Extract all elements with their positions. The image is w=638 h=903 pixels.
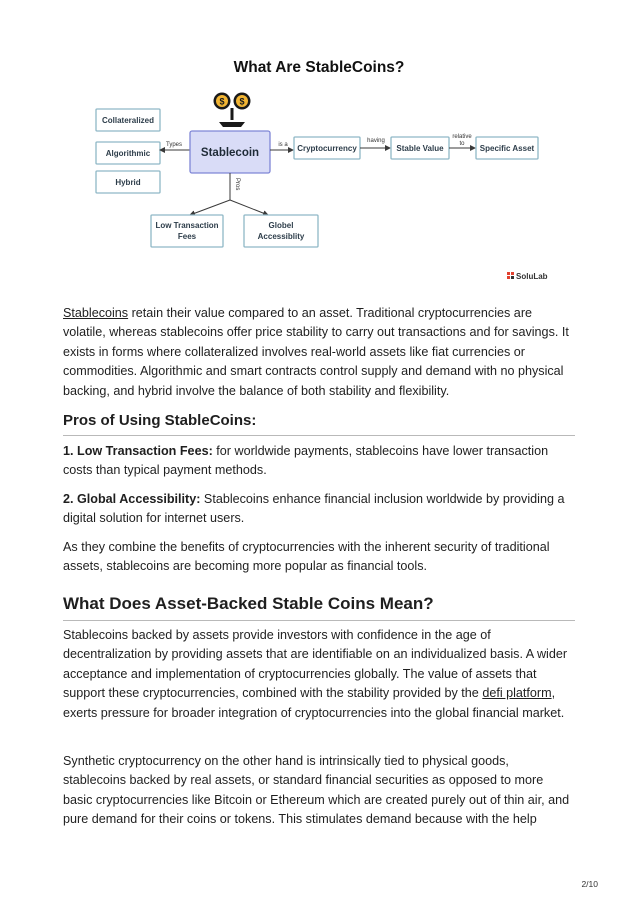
stablecoins-link[interactable]: Stablecoins bbox=[63, 306, 129, 320]
asset-backed-para-1-a: Stablecoins backed by assets provide investors with confidence in the age of decentralization by providing assets that are identifiable on an individualized basis. A wider acceptance and implementation of cryptocurrencies globally. The value of assets that support these cryptocurrencies, combined with the stability provided by the bbox=[63, 628, 568, 701]
pros-item-2 bbox=[63, 490, 575, 529]
coin-symbol-left: $ bbox=[219, 96, 225, 107]
edge-types-label: Types bbox=[165, 142, 183, 148]
asset-backed-heading: What Does Asset-Backed Stable Coins Mean? bbox=[63, 594, 575, 621]
pros-item-2-label: 2. Global Accessibility: bbox=[63, 492, 201, 506]
asset-backed-para-1-b: , exerts pressure for broader integration of cryptocurrencies into the global financial market. bbox=[63, 686, 565, 720]
node-global-access bbox=[244, 215, 318, 247]
pros-item-1-text: for worldwide payments, stablecoins have lower transaction costs than typical payment methods. bbox=[63, 444, 549, 478]
node-algorithmic-label: Algorithmic bbox=[105, 149, 151, 158]
intro-paragraph bbox=[63, 304, 575, 401]
asset-backed-para-2-text: Synthetic cryptocurrency on the other hand is intrinsically tied to physical goods, stablecoins backed by real assets, or standard financial securities as opposed to more basic cryptocurrencies like Bitcoin or Ethereum which are created purely out of thin air, and pure demand for their coins or tokens. This stimulates demand because with the help bbox=[63, 754, 570, 827]
solulab-logo bbox=[507, 272, 548, 281]
node-hybrid-label: Hybrid bbox=[115, 178, 141, 187]
coin-scale-icon bbox=[214, 93, 251, 128]
node-cryptocurrency-label: Cryptocurrency bbox=[297, 144, 357, 153]
node-global-line2: Accessiblity bbox=[257, 232, 305, 241]
defi-platform-link[interactable]: defi platform bbox=[482, 686, 552, 701]
stablecoin-diagram bbox=[0, 0, 638, 295]
pros-item-1-label: 1. Low Transaction Fees: bbox=[63, 444, 213, 458]
pros-summary-text: As they combine the benefits of cryptocurrencies with the inherent security of traditional assets, stablecoins are becoming more popular as financial tools. bbox=[63, 540, 550, 574]
node-specific-asset-label: Specific Asset bbox=[479, 144, 535, 153]
edge-having-label: having bbox=[367, 138, 385, 144]
pros-item-2-text: Stablecoins enhance financial inclusion worldwide by providing a digital solution for internet users. bbox=[63, 492, 565, 526]
diagram-title: What Are StableCoins? bbox=[233, 59, 405, 76]
pros-heading: Pros of Using StableCoins: bbox=[63, 412, 575, 436]
node-collateralized-label: Collateralized bbox=[101, 116, 155, 125]
intro-text: retain their value compared to an asset. Traditional cryptocurrencies are volatile, whereas stablecoins offer price stability to carry out transactions and for savings. It exists in forms where collateralized involves real-world assets like fiat currencies or commodities. Algorithmic and smart contracts control supply and demand with no physical backing, and hybrid involve the balance of both stability and flexibility. bbox=[63, 306, 569, 398]
node-low-fees bbox=[151, 215, 223, 247]
edge-relative-label: relative bbox=[452, 134, 472, 140]
node-stablecoin-label: Stablecoin bbox=[200, 147, 260, 159]
node-stable-value-label: Stable Value bbox=[396, 144, 444, 153]
asset-backed-para-1 bbox=[63, 626, 575, 723]
edge-is-a-label: is a bbox=[278, 142, 288, 148]
asset-backed-para-2 bbox=[63, 752, 575, 830]
pros-item-1 bbox=[63, 442, 575, 481]
edge-pros-label: Pros bbox=[234, 178, 240, 191]
node-low-fees-line2: Fees bbox=[177, 232, 197, 241]
node-low-fees-line1: Low Transaction bbox=[155, 221, 219, 230]
page-number: 2/10 bbox=[581, 879, 598, 889]
edge-relative-to-label: to bbox=[459, 141, 465, 147]
diagram-canvas bbox=[0, 0, 638, 295]
edge-pros-global bbox=[230, 200, 268, 215]
edge-pros-fees bbox=[190, 200, 230, 215]
coin-symbol-right: $ bbox=[239, 96, 245, 107]
node-global-line1: Globel bbox=[268, 221, 294, 230]
solulab-logo-text: SoluLab bbox=[516, 272, 548, 281]
pros-summary bbox=[63, 538, 575, 577]
